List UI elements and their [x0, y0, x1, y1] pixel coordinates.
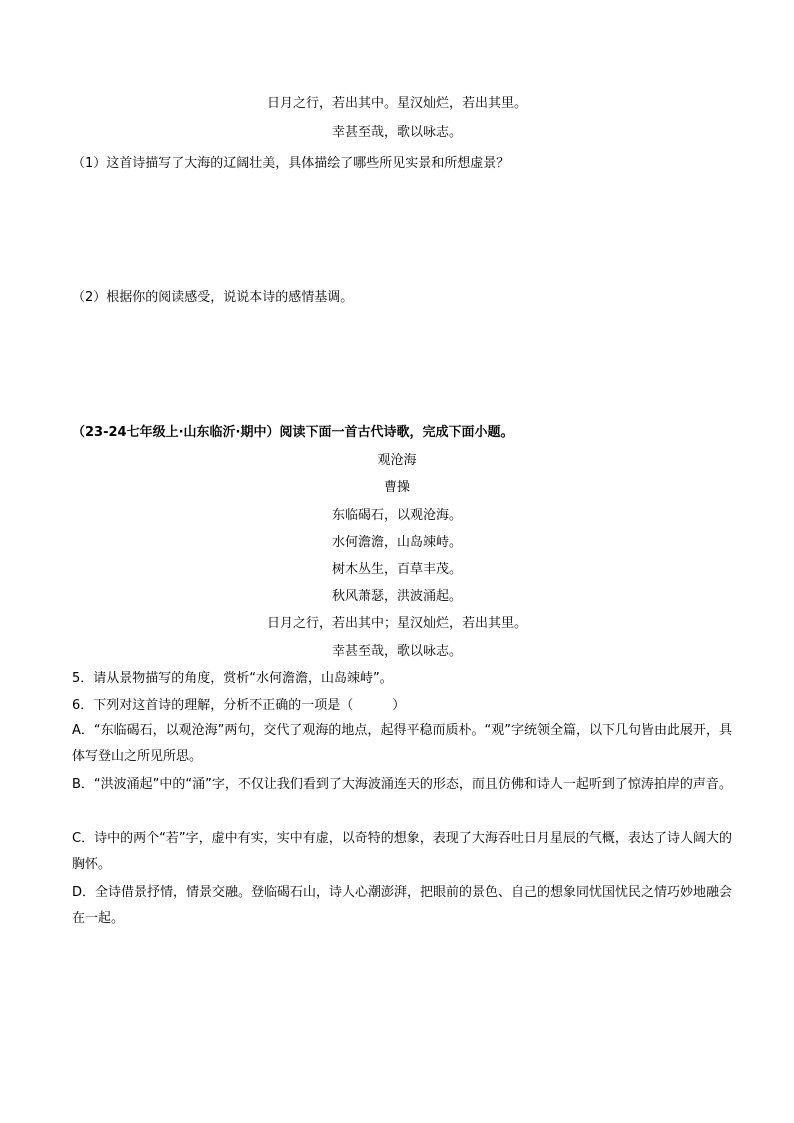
question-1: （1）这首诗描写了大海的辽阔壮美，具体描绘了哪些所见实景和所想虚景？	[72, 156, 510, 171]
question-5: 5．请从景物描写的角度，赏析“水何澹澹，山岛竦峙”。	[72, 671, 393, 686]
option-d: D．全诗借景抒情，情景交融。登临碣石山，诗人心潮澎湃，把眼前的景色、自己的想象同忧国忧民之情巧妙地融会在一起。	[72, 885, 733, 926]
question-6: 6．下列对这首诗的理解，分析不正确的一项是（ ）	[72, 698, 406, 713]
poem-line: 日月之行，若出其中；星汉灿烂，若出其里。	[266, 616, 527, 631]
option-a: A．“东临碣石，以观沧海”两句，交代了观海的地点，起得平稳而质朴。“观”字统领全篇，以下几句皆由此展开，具体写登山之所见所思。	[72, 723, 732, 764]
poem-line: 秋风萧瑟，洪波涌起。	[331, 589, 462, 604]
poem-author: 曹操	[383, 480, 410, 495]
poem-line: 树木丛生，百草丰茂。	[331, 562, 462, 577]
question-2: （2）根据你的阅读感受，说说本诗的感情基调。	[72, 290, 354, 305]
source-heading: （23-24七年级上·山东临沂·期中）阅读下面一首古代诗歌，完成下面小题。	[72, 425, 514, 440]
poem-line: 幸甚至哉，歌以咏志。	[331, 125, 462, 140]
poem-line: 水何澹澹，山岛竦峙。	[331, 535, 462, 550]
option-b: B．“洪波涌起”中的“涌”字，不仅让我们看到了大海波涌连天的形态，而且仿佛和诗人一起听到了惊涛拍岸的声音。	[72, 777, 732, 792]
poem-title: 观沧海	[377, 453, 417, 468]
poem-line: 东临碣石，以观沧海。	[331, 508, 462, 523]
option-c: C．诗中的两个“若”字，虚中有实，实中有虚，以奇特的想象，表现了大海吞吐日月星辰的气概，表达了诗人阔大的胸怀。	[72, 831, 732, 872]
poem-line: 幸甚至哉，歌以咏志。	[331, 644, 462, 659]
poem-line: 日月之行，若出其中。星汉灿烂，若出其里。	[266, 96, 527, 111]
